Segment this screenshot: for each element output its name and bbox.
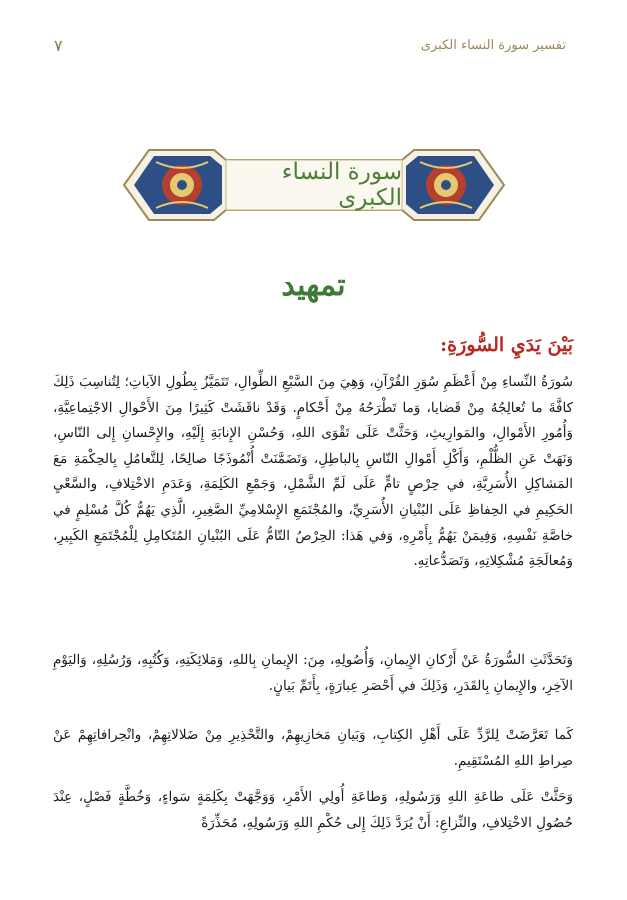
paragraph: وَحَثَّتْ عَلَى طاعَةِ اللهِ وَرَسُولِهِ، وَطاعَةِ أُولِي الأَمْرِ، وَوَجَّهَتْ بِكَلِمَةٍ سَواءٍ، وَخُطَّةٍ فَصْلٍ، عِنْدَ حُصُولِ الاخْتِلافِ، والنِّزاعِ: أَنْ يُرَدَّ ذَلِكَ إِلى حُكْمِ اللهِ وَرَسُولِهِ، مُحَذِّرَةً	[53, 789, 573, 831]
subheading: بَيْنَ يَدَيِ السُّورَةِ:	[440, 334, 573, 356]
page-number: ٧	[54, 36, 63, 55]
ornamental-title-banner	[104, 140, 524, 230]
page-header	[54, 36, 566, 60]
paragraph: سُورَةُ النِّساءِ مِنْ أَعْظَمِ سُوَرِ القُرْآنِ، وَهِيَ مِنَ السَّبْعِ الطِّوالِ، تَتَمَيَّزُ بِطُولِ الآياتِ؛ لِتُناسِبَ ذَلِكَ كافَّةَ ما تُعالِجُهُ مِنْ قَضايا، وَما تَطْرَحُهُ مِنْ أَحْكامٍ. وَقَدْ ناقَشَتْ كَثِيرًا مِنَ الأَحْوالِ الاجْتِماعِيَّةِ، وَأُمُورِ الأَمْوالِ، والمَوارِيثِ، وَحَثَّتْ عَلَى تَقْوَى اللهِ، وَحُسْنِ الإِنابَةِ إِلَيْهِ، والإِحْسانِ إِلى النّاسِ، وَنَهَتْ عَنِ الظُّلْمِ، وَأَكْلِ أَمْوالِ النّاسِ بِالباطِلِ، وَتَضَمَّنَتْ أُنْمُوذَجًا صالِحًا، لِلتَّعامُلِ بِالحِكْمَةِ مَعَ المَشاكِلِ الأُسَرِيَّةِ، في حِرْصٍ تامٍّ عَلَى لَمِّ الشَّمْلِ، وَجَمْعِ الكَلِمَةِ، وَعَدَمِ الاخْتِلافِ، والسَّعْيِ الحَكِيمِ في الحِفاظِ عَلَى البُنْيانِ الأُسَرِيِّ، والمُجْتَمَعِ الإِسْلامِيِّ الصَّغِيرِ، الَّذِي يَهُمُّ كُلَّ مُسْلِمٍ في خاصَّةِ نَفْسِهِ، وَفِيمَنْ يَهُمُّ بِأَمْرِهِ، وَفي هَذا: الحِرْصُ التّامُّ عَلَى البُنْيانِ المُتَكامِلِ لِلْمُجْتَمَعِ الكَبِيرِ، وَمُعالَجَةِ مُشْكِلاتِهِ، وَتَصَدُّعاتِهِ.	[53, 374, 573, 570]
surah-title: سورة النساء الكبرى	[281, 159, 402, 211]
running-title: تفسير سورة النساء الكبرى	[420, 38, 566, 53]
section-title: تمهيد	[281, 268, 346, 303]
paragraph: كَما تَعَرَّضَتْ لِلرَّدِّ عَلَى أَهْلِ الكِتابِ، وَبَيانِ مَخازِيهِمْ، والتَّحْذِيرِ مِنْ ضَلالاتِهِمْ، وانْحِرافاتِهِمْ عَنْ صِراطِ اللهِ المُسْتَقِيمِ.	[53, 727, 573, 769]
paragraph: وَتَحَدَّثَتِ السُّورَةُ عَنْ أَرْكانِ الإِيمانِ، وَأُصُولِهِ، مِنَ: الإِيمانِ بِاللهِ، وَمَلائِكَتِهِ، وَكُتُبِهِ، وَرُسُلِهِ، وَاليَوْمِ الآخِرِ، والإِيمانِ بِالقَدَرِ، وَذَلِكَ في أَحْصَرِ عِبارَةٍ، بِأَتَمِّ بَيانٍ.	[53, 652, 573, 694]
